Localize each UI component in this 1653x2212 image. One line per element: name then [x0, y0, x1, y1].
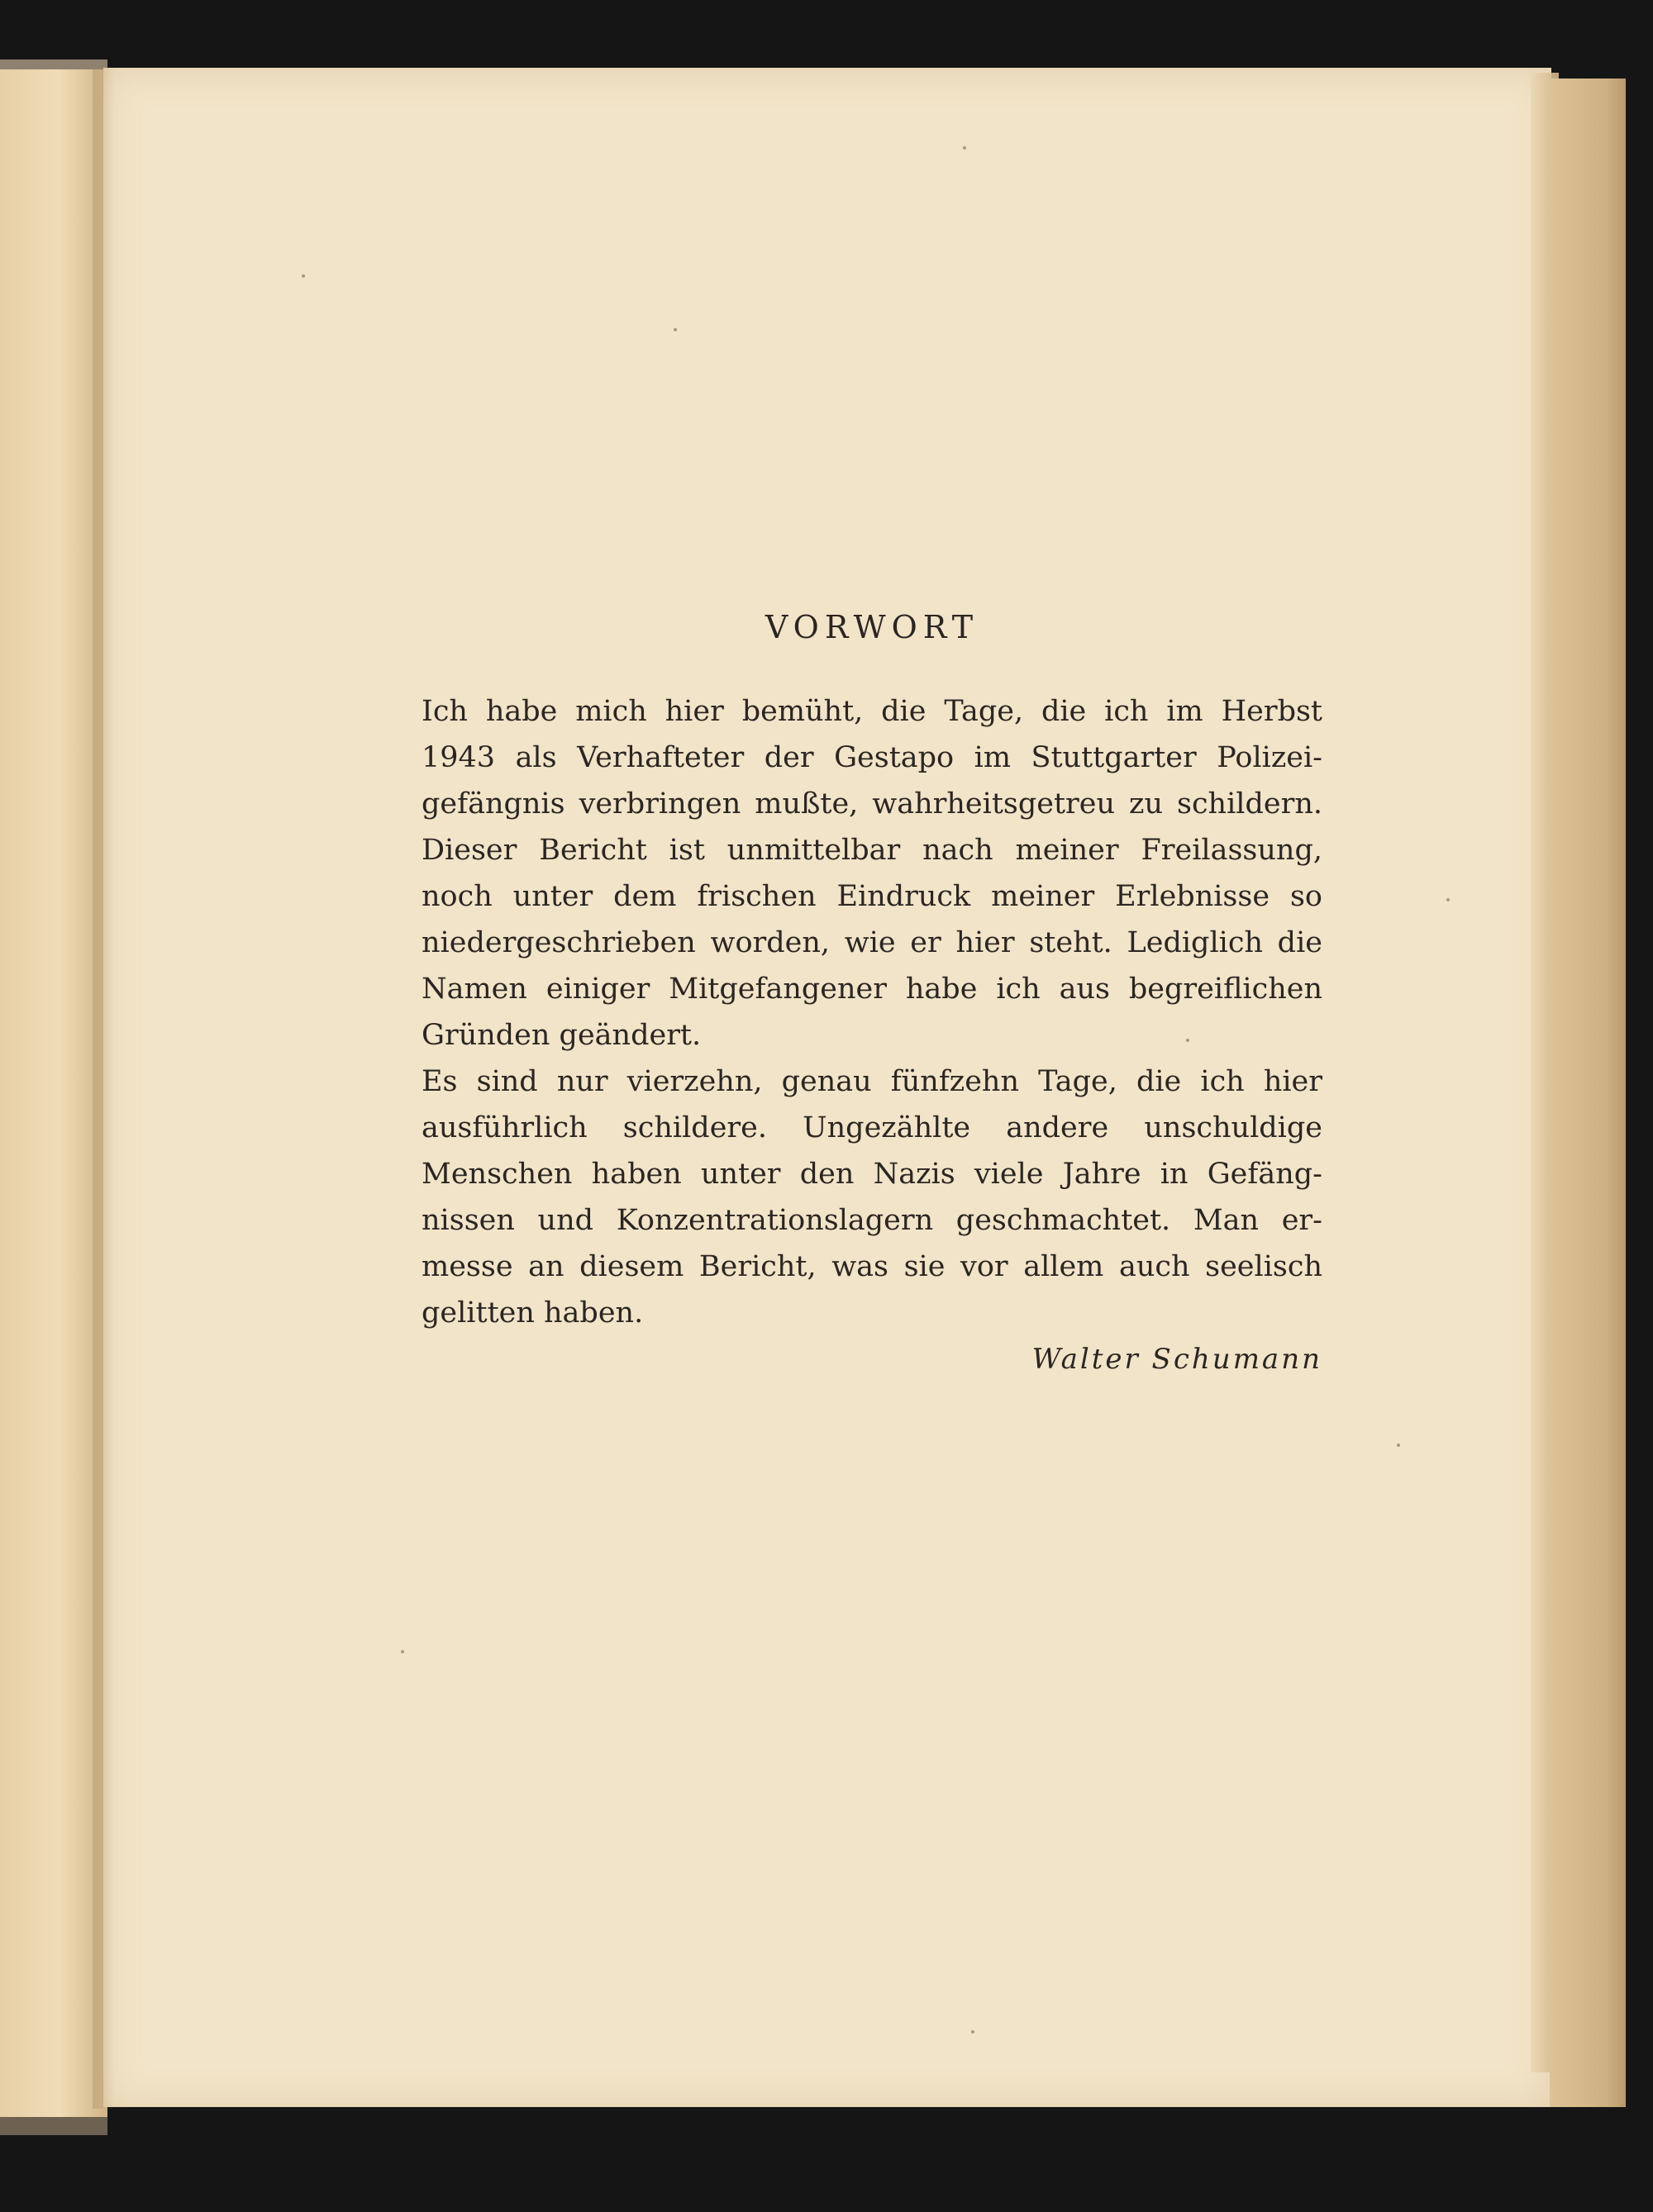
text-line: messe an diesem Bericht, was sie vor allem auch seelisch: [422, 1250, 1322, 1283]
text-line: Menschen haben unter den Nazis viele Jahre in Gefäng-: [422, 1158, 1322, 1191]
paper-speck: [1446, 898, 1450, 901]
paper-speck: [302, 274, 305, 278]
text-line: 1943 als Verhafteter der Gestapo im Stuttgarter Polizei-: [422, 741, 1322, 774]
text-line: niedergeschrieben worden, wie er hier steht. Lediglich die: [422, 926, 1322, 959]
foreword-text-block: [422, 609, 1322, 1376]
paper-speck: [1397, 1444, 1400, 1447]
text-line: Es sind nur vierzehn, genau fünfzehn Tage, die ich hier: [422, 1065, 1322, 1098]
text-line: gefängnis verbringen mußte, wahrheitsgetreu zu schildern.: [422, 787, 1322, 821]
paragraph-one: [422, 688, 1322, 1058]
text-line: Namen einiger Mitgefangener habe ich aus begreiflichen: [422, 973, 1322, 1006]
paper-speck: [674, 328, 677, 331]
text-line: Ich habe mich hier bemüht, die Tage, die ich im Herbst: [422, 695, 1322, 728]
text-line: nissen und Konzentrationslagern geschmachtet. Man er-: [422, 1204, 1322, 1237]
paper-speck: [401, 1650, 404, 1653]
text-line: noch unter dem frischen Eindruck meiner Erlebnisse so: [422, 880, 1322, 913]
author-signature: Walter Schumann: [1031, 1343, 1322, 1376]
page-fold-shadow: [93, 68, 114, 2109]
foreword-heading: VORWORT: [765, 609, 979, 645]
text-line: ausführlich schildere. Ungezählte andere unschuldige: [422, 1111, 1322, 1144]
right-book-cover: [1550, 78, 1626, 2107]
text-line: Gründen geändert.: [422, 1019, 702, 1052]
text-line: Dieser Bericht ist unmittelbar nach meiner Freilassung,: [422, 834, 1322, 867]
book-page: [103, 68, 1551, 2107]
paper-speck: [963, 146, 966, 150]
paragraph-two: [422, 1058, 1322, 1336]
paper-speck: [971, 2030, 974, 2034]
left-book-cover: [0, 59, 107, 2135]
text-line: gelitten haben.: [422, 1296, 644, 1330]
